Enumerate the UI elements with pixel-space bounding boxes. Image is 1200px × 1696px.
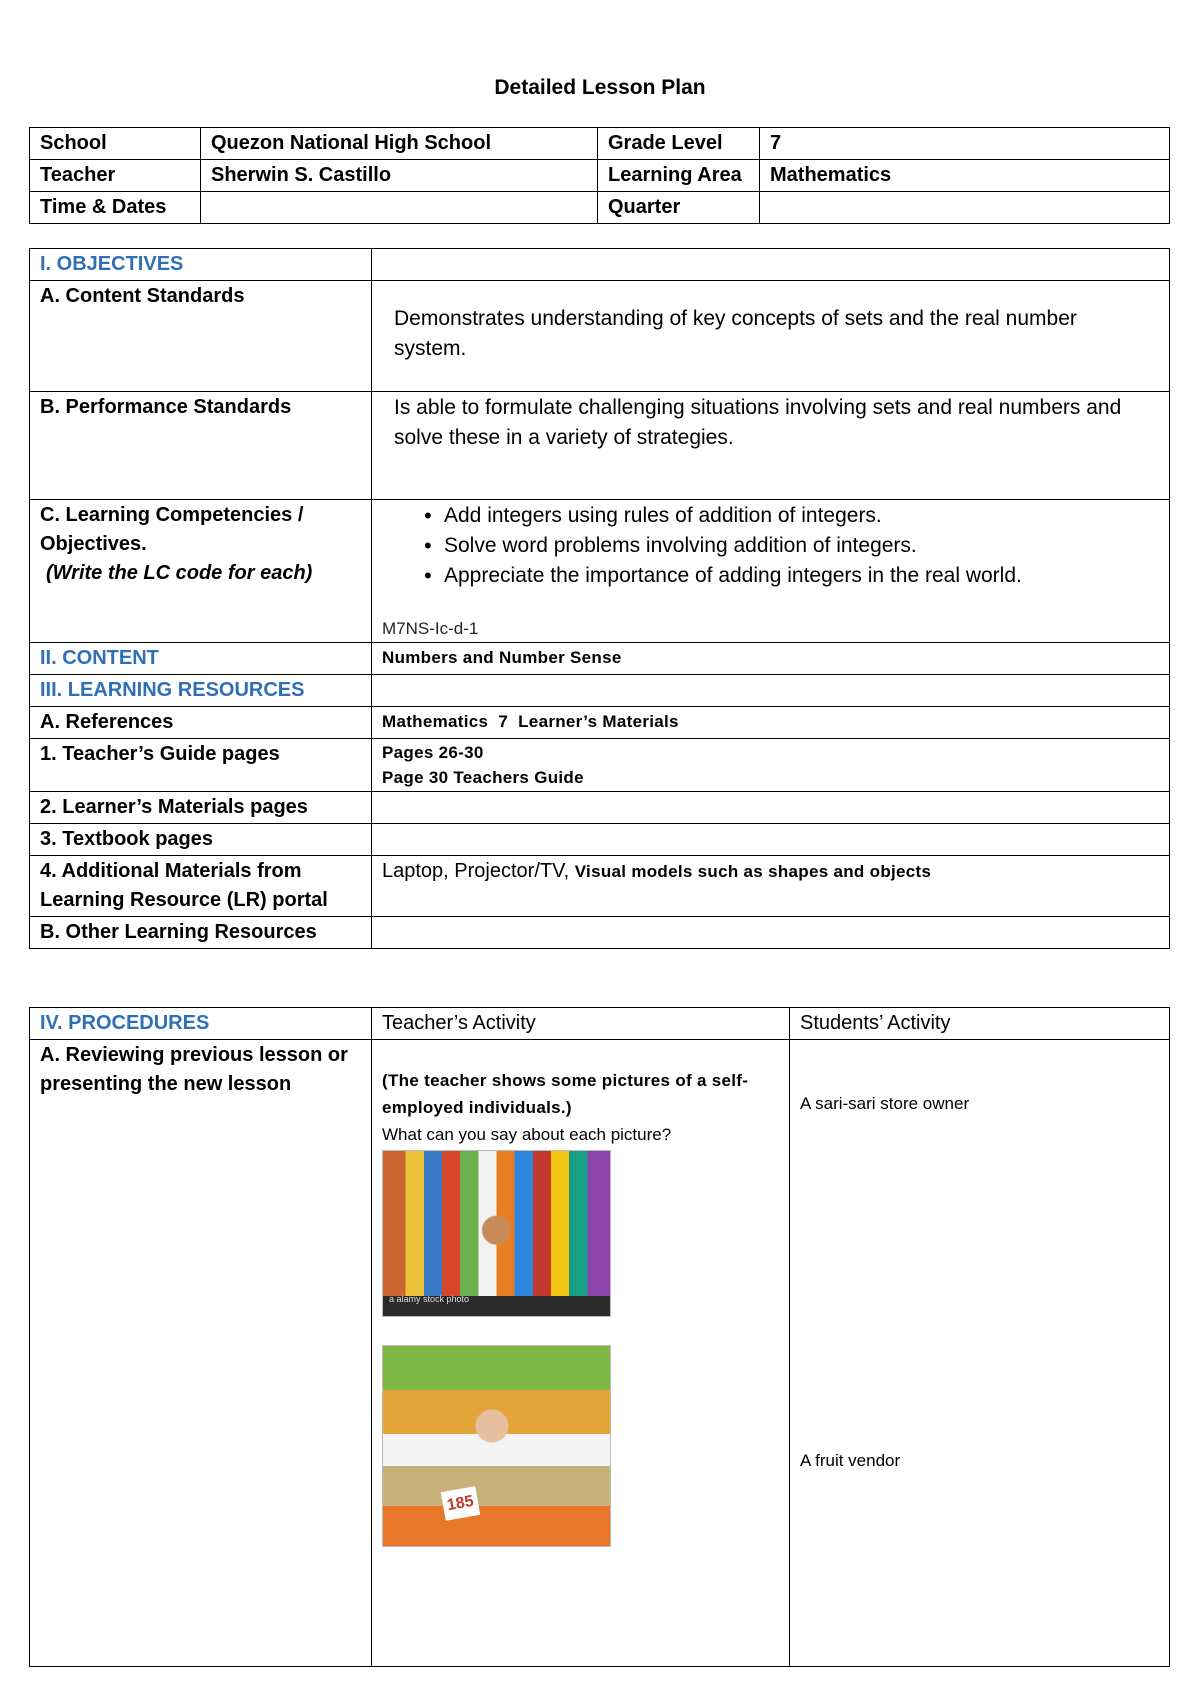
price-tag: 185 [441, 1486, 480, 1521]
lc-code: M7NS-Ic-d-1 [382, 619, 479, 638]
teacher-question: What can you say about each picture? [382, 1125, 672, 1144]
competencies-label-cell [30, 500, 372, 643]
teacher-activity-header: Teacher’s Activity [372, 1008, 790, 1040]
content-standards-value [372, 281, 1170, 392]
school-value: Quezon National High School [201, 128, 598, 160]
other-resources-label: B. Other Learning Resources [30, 917, 372, 949]
additional-materials-label: 4. Additional Materials from Learning Resource (LR) portal [30, 856, 372, 917]
content-value: Numbers and Number Sense [372, 643, 1170, 675]
competencies-label: C. Learning Competencies / Objectives. [40, 504, 304, 555]
teachers-guide-label: 1. Teacher’s Guide pages [30, 739, 372, 792]
additional-materials-value [372, 856, 1170, 917]
photo-watermark: a alamy stock photo [389, 1294, 470, 1304]
additional-materials-devices: Laptop, Projector/TV, [382, 860, 575, 882]
resources-heading: III. LEARNING RESOURCES [30, 675, 372, 707]
teacher-label: Teacher [30, 160, 201, 192]
teacher-activity-cell [372, 1040, 790, 1667]
learners-materials-value [372, 792, 1170, 824]
time-dates-value [201, 192, 598, 224]
grade-level-value: 7 [760, 128, 1170, 160]
teacher-instruction: (The teacher shows some pictures of a self-employed individuals.) [382, 1071, 749, 1117]
objectives-empty-cell [372, 249, 1170, 281]
textbook-pages-value [372, 824, 1170, 856]
references-value: Mathematics 7 Learner’s Materials [372, 707, 1170, 739]
list-item: • Solve word problems involving addition of integers. [382, 531, 1159, 561]
performance-standards-value: Is able to formulate challenging situations involving sets and real numbers and solve these in a variety of strategies. [372, 392, 1170, 500]
teachers-guide-value [372, 739, 1170, 792]
competencies-list [382, 501, 1159, 591]
fruit-vendor-photo [382, 1345, 611, 1547]
lesson-details-table [29, 248, 1170, 949]
learning-area-label: Learning Area [598, 160, 760, 192]
learners-materials-label: 2. Learner’s Materials pages [30, 792, 372, 824]
procedures-heading: IV. PROCEDURES [30, 1008, 372, 1040]
students-activity-cell [790, 1040, 1170, 1667]
performance-standards-label: B. Performance Standards [30, 392, 372, 500]
students-activity-header: Students’ Activity [790, 1008, 1170, 1040]
school-label: School [30, 128, 201, 160]
textbook-pages-label: 3. Textbook pages [30, 824, 372, 856]
procedures-table [29, 1007, 1170, 1667]
resources-empty-cell [372, 675, 1170, 707]
additional-materials-visuals: Visual models such as shapes and objects [574, 862, 932, 881]
other-resources-value [372, 917, 1170, 949]
content-standards-text: Demonstrates understanding of key concepts of sets and the real number system. [394, 307, 1077, 360]
learning-area-value: Mathematics [760, 160, 1170, 192]
student-answer-2: A fruit vendor [800, 1451, 901, 1470]
content-standards-label: A. Content Standards [30, 281, 372, 392]
references-label: A. References [30, 707, 372, 739]
quarter-value [760, 192, 1170, 224]
grade-level-label: Grade Level [598, 128, 760, 160]
teachers-guide-pages: Pages 26-30 [382, 743, 484, 762]
quarter-label: Quarter [598, 192, 760, 224]
teacher-value: Sherwin S. Castillo [201, 160, 598, 192]
list-item: • Add integers using rules of addition of integers. [382, 501, 1159, 531]
content-heading: II. CONTENT [30, 643, 372, 675]
student-answer-1: A sari-sari store owner [800, 1094, 970, 1113]
sari-sari-store-photo [382, 1150, 611, 1317]
step-a-label: A. Reviewing previous lesson or presenting the new lesson [30, 1040, 372, 1667]
page-title: Detailed Lesson Plan [494, 76, 706, 99]
competencies-note: (Write the LC code for each) [46, 562, 313, 584]
list-item: • Appreciate the importance of adding integers in the real world. [382, 561, 1159, 591]
teachers-guide-page-note: Page 30 Teachers Guide [382, 768, 584, 787]
competencies-value-cell [372, 500, 1170, 643]
time-dates-label: Time & Dates [30, 192, 201, 224]
header-info-table [29, 127, 1170, 224]
objectives-heading: I. OBJECTIVES [30, 249, 372, 281]
